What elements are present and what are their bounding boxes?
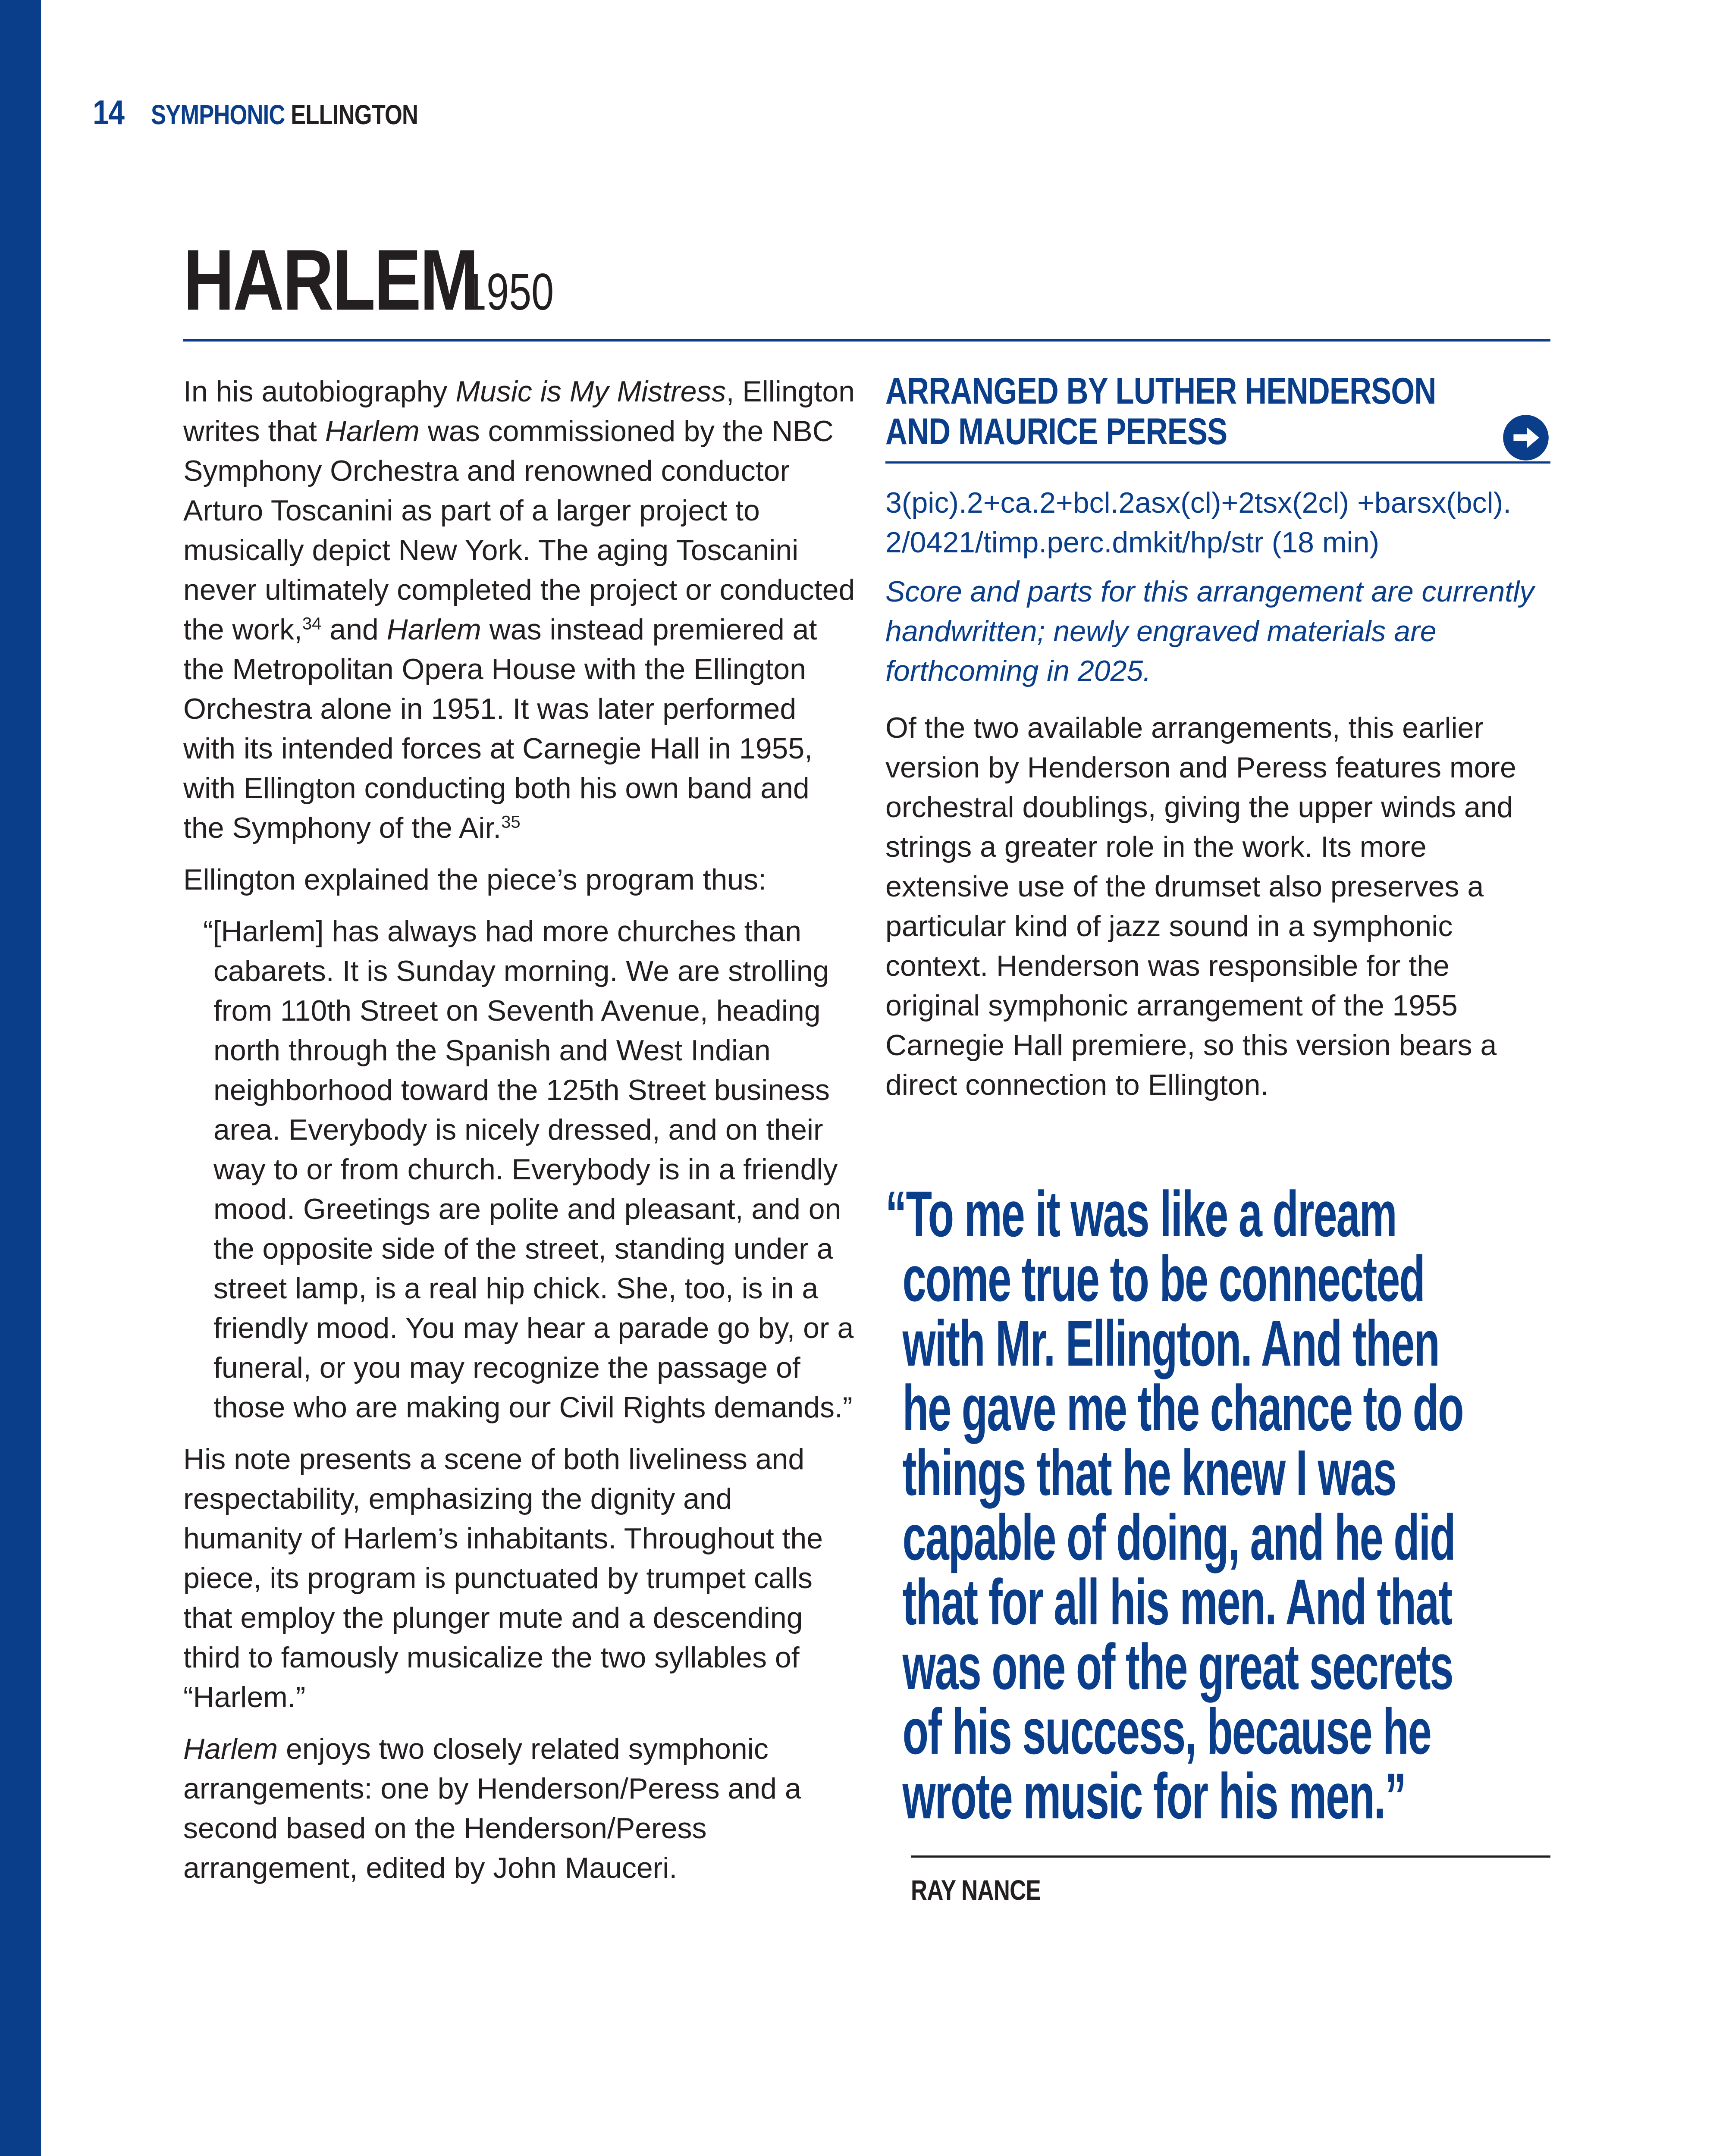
quote-divider bbox=[911, 1855, 1550, 1858]
text-run: and bbox=[321, 613, 387, 646]
quote-attribution: RAY NANCE bbox=[911, 1874, 1041, 1906]
instrumentation: 3(pic).2+ca.2+bcl.2asx(cl)+2tsx(2cl) +barsx(bcl). 2/0421/timp.perc.dmkit/hp/str (18 min) bbox=[885, 486, 1512, 559]
work-title: Harlem bbox=[183, 1733, 278, 1765]
work-title: Harlem bbox=[386, 613, 481, 646]
running-head bbox=[151, 99, 418, 131]
pull-quote-line: come true to be connected bbox=[902, 1242, 1425, 1315]
paragraph-1 bbox=[183, 372, 856, 848]
pull-quote-line: of his success, because he bbox=[902, 1695, 1431, 1767]
page-header bbox=[93, 93, 477, 140]
text-run: enjoys two closely related symphonic arrangements: one by Henderson/Peress and a second based on the Henderson/Peress arrangement, edited by John Mauceri. bbox=[183, 1733, 801, 1884]
page-number: 14 bbox=[93, 93, 124, 132]
pull-quote-line: with Mr. Ellington. And then bbox=[902, 1307, 1439, 1379]
pull-quote-line: things that he knew I was bbox=[902, 1436, 1396, 1509]
work-title: Harlem bbox=[325, 415, 420, 448]
text-run: was commissioned by the NBC Symphony Orchestra and renowned conductor Arturo Toscanini as part of a larger project to musically depict New York. The aging Toscanini never ultimately completed the project or conducted the work, bbox=[183, 415, 855, 646]
paragraph-3: His note presents a scene of both liveliness and respectability, emphasizing the dignity and humanity of Harlem’s inhabitants. Throughout the piece, its program is punctuated by trumpet calls that employ the plunger mute and a descending third to famously musicalize the two syllables of “Harlem.” bbox=[183, 1443, 823, 1714]
text-run: , Ellington writes that bbox=[183, 375, 855, 448]
running-head-part1: SYMPHONIC bbox=[151, 99, 285, 130]
arrangement-heading bbox=[885, 370, 1436, 452]
arrangement-heading-line2: AND MAURICE PERESS bbox=[885, 411, 1227, 452]
pull-quote-line: was one of the great secrets bbox=[902, 1630, 1453, 1703]
arrangement-heading-line1: ARRANGED BY LUTHER HENDERSON bbox=[885, 370, 1436, 412]
paragraph-2: Ellington explained the piece’s program thus: bbox=[183, 863, 767, 896]
score-note: Score and parts for this arrangement are currently handwritten; newly engraved materials are forthcoming in 2025. bbox=[885, 575, 1534, 687]
book-title: Music is My Mistress bbox=[455, 375, 726, 408]
block-quote: “[Harlem] has always had more churches than cabarets. It is Sunday morning. We are strolling from 110th Street on Seventh Avenue, heading north through the Spanish and West Indian neighborhood toward the 125th Street business area. Everybody is nicely dressed, and on their way to or from church. Everybody is in a friendly mood. Greetings are polite and pleasant, and on the opposite side of the street, standing under a street lamp, is a real hip chick. She, too, is in a friendly mood. You may hear a parade go by, or a funeral, or you may recognize the passage of those who are making our Civil Rights demands.” bbox=[203, 915, 854, 1424]
right-column bbox=[885, 371, 1550, 1105]
arrow-right-circle-icon[interactable] bbox=[1502, 414, 1550, 461]
text-run: In his autobiography bbox=[183, 375, 456, 408]
section-year: 1950 bbox=[464, 263, 554, 321]
pull-quote-line: wrote music for his men.” bbox=[902, 1760, 1406, 1832]
pull-quote-line: “To me it was like a dream bbox=[885, 1178, 1396, 1250]
pull-quote-line: he gave me the chance to do bbox=[902, 1372, 1463, 1444]
footnote-ref-34[interactable]: 34 bbox=[302, 614, 322, 633]
section-title-row bbox=[183, 231, 579, 330]
arrangement-description: Of the two available arrangements, this earlier version by Henderson and Peress features more orchestral doublings, giving the upper winds and strings a greater role in the work. Its more extensive use of the drumset also preserves a particular kind of jazz sound in a symphonic context. Henderson was responsible for the original symphonic arrangement of the 1955 Carnegie Hall premiere, so this version bears a direct connection to Ellington. bbox=[885, 711, 1516, 1101]
side-color-bar bbox=[0, 0, 41, 2156]
arrangement-divider bbox=[885, 461, 1550, 464]
pull-quote-line: capable of doing, and he did bbox=[902, 1501, 1455, 1573]
pull-quote-line: that for all his men. And that bbox=[902, 1566, 1452, 1638]
left-column bbox=[183, 372, 856, 1900]
running-head-part2: ELLINGTON bbox=[291, 99, 418, 130]
text-run: was instead premiered at the Metropolitan Opera House with the Ellington Orchestra alone in 1951. It was later performed with its intended forces at Carnegie Hall in 1955, with Ellington conducting both his own band and the Symphony of the Air. bbox=[183, 613, 817, 844]
title-divider bbox=[183, 339, 1550, 342]
paragraph-4 bbox=[183, 1729, 856, 1888]
pull-quote bbox=[885, 1178, 1550, 1832]
footnote-ref-35[interactable]: 35 bbox=[501, 812, 521, 832]
section-title: HARLEM bbox=[183, 232, 477, 328]
